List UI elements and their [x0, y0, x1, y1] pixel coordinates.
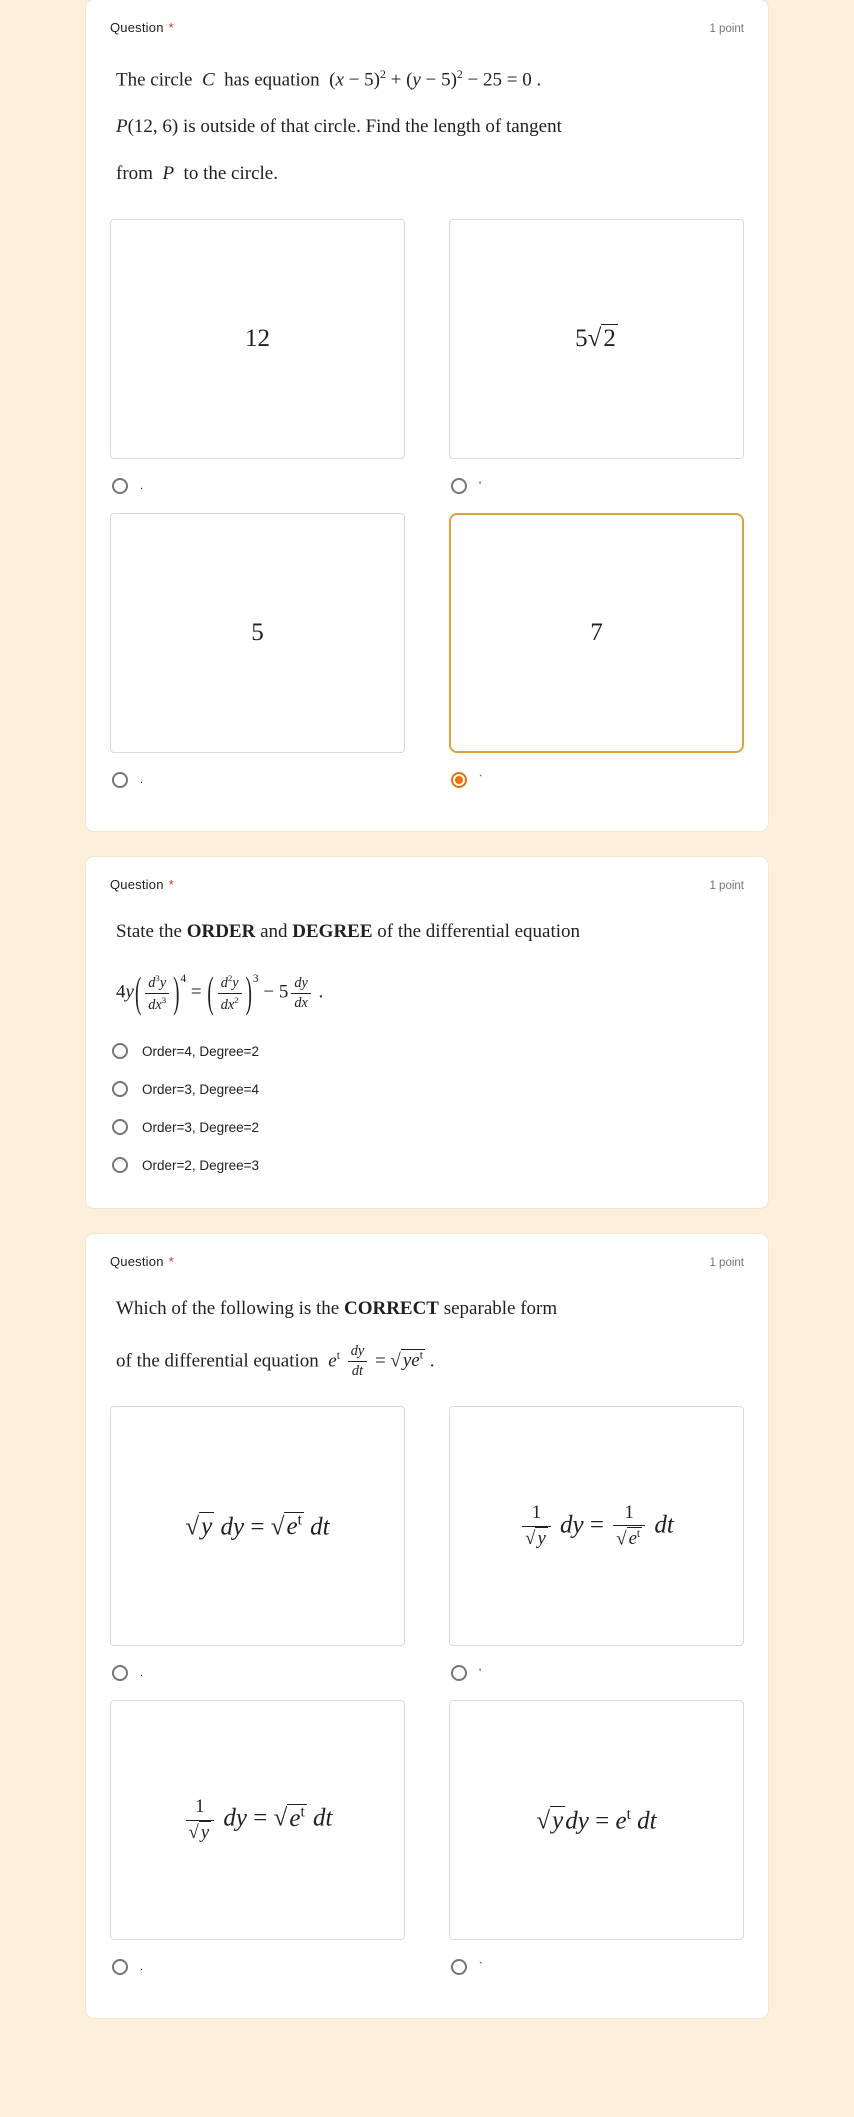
question-label-text: Question — [110, 877, 164, 893]
answer-caption: ` — [479, 1961, 483, 1974]
question-card-1 — [86, 0, 768, 831]
answer-grid — [110, 219, 744, 807]
answer-image[interactable] — [449, 1700, 744, 1940]
question-text: State the ORDER and DEGREE of the differential equation — [116, 921, 581, 943]
radio-option-label: Order=4, Degree=2 — [142, 1043, 260, 1059]
question-label-text: Question — [110, 20, 164, 35]
answer-math: 12 — [245, 325, 270, 353]
radio-button[interactable] — [451, 478, 467, 494]
answer-image[interactable] — [449, 513, 744, 753]
question-points: 1 point — [709, 23, 744, 35]
radio-button[interactable] — [112, 1119, 128, 1135]
answer-caption: . — [140, 774, 144, 787]
answer-option[interactable] — [110, 1700, 405, 1994]
question-header — [110, 877, 744, 892]
answer-image[interactable] — [110, 1700, 405, 1940]
required-asterisk: * — [168, 1254, 174, 1270]
answer-caption: . — [140, 1961, 144, 1974]
answer-image[interactable] — [110, 513, 405, 753]
answer-option[interactable] — [449, 513, 744, 807]
radio-option[interactable] — [110, 1070, 744, 1108]
question-text: The circle C has equation $(x - 5)^2 + (y - 5)^2 - 25 = 0$ . P(12, 6) is outside of that circle. Find the length of tangent from P to the circle. — [116, 68, 562, 185]
answer-math: 5 — [251, 619, 264, 647]
answer-list — [110, 1032, 744, 1184]
radio-row — [451, 768, 742, 792]
radio-option[interactable] — [110, 1146, 744, 1184]
question-label — [110, 20, 174, 35]
radio-button[interactable] — [451, 1959, 467, 1975]
radio-button[interactable] — [112, 1043, 128, 1059]
radio-button[interactable] — [112, 1081, 128, 1097]
answer-caption: . — [140, 1667, 144, 1680]
radio-option[interactable] — [110, 1108, 744, 1146]
answer-option[interactable] — [110, 513, 405, 807]
radio-row — [112, 768, 403, 792]
question-header — [110, 20, 744, 35]
answer-math: $√ydy = e^t$ dt — [536, 1805, 657, 1834]
required-asterisk: * — [168, 20, 174, 35]
answer-option[interactable] — [110, 219, 405, 513]
radio-button[interactable] — [112, 1157, 128, 1173]
answer-math: 7 — [590, 619, 603, 647]
answer-caption: ' — [479, 1667, 482, 1680]
answer-caption: ' — [479, 480, 482, 493]
answer-option[interactable] — [110, 1406, 405, 1700]
radio-row — [451, 1661, 742, 1685]
radio-row — [112, 474, 403, 498]
answer-image[interactable] — [110, 1406, 405, 1646]
question-points: 1 point — [709, 1257, 744, 1270]
answer-math: $\frac{1}{√ y}$ dy = $\frac{1}{√ e^t}$ dt — [519, 1502, 674, 1551]
answer-option[interactable] — [449, 219, 744, 513]
radio-option-label: Order=2, Degree=3 — [142, 1157, 260, 1173]
radio-button[interactable] — [451, 1665, 467, 1681]
answer-caption: ` — [479, 774, 483, 787]
radio-row — [451, 1955, 742, 1979]
required-asterisk: * — [168, 877, 174, 893]
radio-button[interactable] — [112, 772, 128, 788]
radio-row — [112, 1955, 403, 1979]
answer-caption: . — [140, 480, 144, 493]
radio-button[interactable] — [112, 1665, 128, 1681]
question-equation: 4y( $\frac{d^3y}{dx^3}$ )$^4$ = ( $\frac{d^2y}{dx^2}$ )$^3$ − 5 $\frac{dy}{dx}$ . — [116, 969, 324, 1018]
answer-image[interactable] — [449, 219, 744, 459]
question-text: Which of the following is the CORRECT separable form of the differential equation $e^t$ $\frac{dy}{dt}$ = √ $ye^t$ . — [116, 1298, 558, 1380]
radio-option-label: Order=3, Degree=4 — [142, 1081, 260, 1097]
question-points: 1 point — [709, 880, 744, 893]
radio-button[interactable] — [112, 478, 128, 494]
answer-image[interactable] — [110, 219, 405, 459]
radio-row — [112, 1661, 403, 1685]
answer-math: √y dy = $√e^t$ dt — [185, 1511, 330, 1540]
radio-button[interactable] — [112, 1959, 128, 1975]
answer-option[interactable] — [449, 1700, 744, 1994]
answer-math: 5√2 — [575, 325, 616, 353]
answer-option[interactable] — [449, 1406, 744, 1700]
question-label — [110, 1254, 174, 1269]
answer-grid — [110, 1406, 744, 1994]
question-card-3 — [86, 1234, 768, 2018]
question-label-text: Question — [110, 1254, 164, 1270]
radio-button[interactable] — [451, 772, 467, 788]
question-card-2 — [86, 857, 768, 1208]
radio-option[interactable] — [110, 1032, 744, 1070]
question-header — [110, 1254, 744, 1269]
answer-image[interactable] — [449, 1406, 744, 1646]
answer-math: $\frac{1}{√ y}$ dy = $√e^t$ dt — [183, 1796, 333, 1844]
radio-option-label: Order=3, Degree=2 — [142, 1119, 260, 1135]
radio-row — [451, 474, 742, 498]
question-label — [110, 877, 174, 892]
